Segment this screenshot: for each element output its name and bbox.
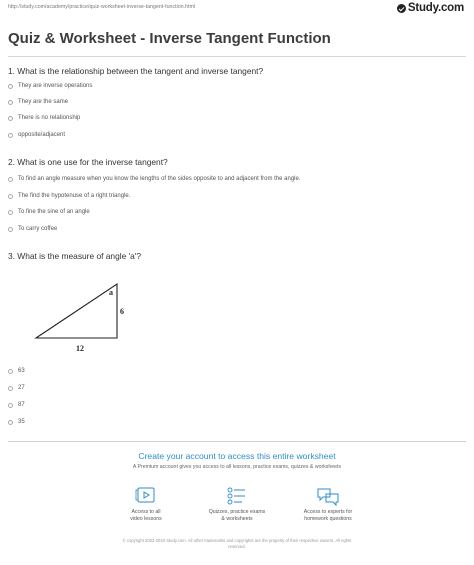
checkmark-logo-icon	[397, 4, 406, 13]
copyright-notice: © copyright 2003-2020 Study.com. All other trademarks and copyrights are the property of their respective owners. All rights reserved.	[122, 538, 352, 549]
cta-divider	[8, 441, 466, 442]
question-1-option-1[interactable]	[8, 81, 92, 91]
base-label: 12	[76, 344, 84, 353]
quiz-checklist-icon	[226, 486, 248, 506]
triangle-shape	[36, 284, 117, 338]
option-label: To fine the sine of an angle	[18, 209, 90, 215]
question-2-option-2[interactable]	[8, 191, 130, 201]
right-triangle-diagram	[30, 280, 140, 360]
radio-button[interactable]	[8, 194, 13, 199]
feature-label: Quizzes, practice exams & worksheets	[208, 509, 266, 522]
option-label: 35	[18, 419, 25, 425]
page-title: Quiz & Worksheet - Inverse Tangent Function	[8, 30, 331, 47]
radio-button[interactable]	[8, 369, 13, 374]
option-label: 27	[18, 385, 25, 391]
question-2-option-4[interactable]	[8, 224, 57, 234]
question-1: 1. What is the relationship between the tangent and inverse tangent?	[8, 66, 264, 76]
question-3-option-1[interactable]	[8, 366, 25, 376]
title-divider	[8, 56, 466, 57]
radio-button[interactable]	[8, 177, 13, 182]
question-3-option-4[interactable]	[8, 417, 25, 427]
expert-chat-icon	[316, 486, 340, 506]
option-label: There is no relationship	[18, 115, 81, 121]
feature-video-lessons	[101, 486, 191, 523]
radio-button[interactable]	[8, 133, 13, 138]
option-label: The find the hypotenuse of a right triangle.	[18, 193, 131, 199]
question-3: 3. What is the measure of angle 'a'?	[8, 251, 142, 261]
radio-button[interactable]	[8, 210, 13, 215]
feature-experts	[283, 486, 373, 523]
option-label: To carry coffee	[18, 226, 58, 232]
radio-button[interactable]	[8, 84, 13, 89]
question-2-option-3[interactable]	[8, 207, 90, 217]
feature-label: Access to all video lessons	[130, 509, 162, 522]
feature-quizzes	[192, 486, 282, 523]
radio-button[interactable]	[8, 116, 13, 121]
option-label: 87	[18, 402, 25, 408]
option-label: 63	[18, 368, 25, 374]
option-label: They are the same	[18, 99, 69, 105]
logo-text: Study.com	[407, 2, 464, 14]
radio-button[interactable]	[8, 420, 13, 425]
radio-button[interactable]	[8, 386, 13, 391]
question-1-option-3[interactable]	[8, 113, 80, 123]
page-url[interactable]: http://study.com/academy/practice/quiz-worksheet-inverse-tangent-function.html	[8, 4, 196, 10]
question-2-option-1[interactable]	[8, 174, 301, 184]
radio-button[interactable]	[8, 100, 13, 105]
radio-button[interactable]	[8, 403, 13, 408]
radio-button[interactable]	[8, 227, 13, 232]
option-label: To find an angle measure when you know the lengths of the sides opposite to and adjacent from the angle.	[18, 176, 301, 182]
angle-label: a	[109, 288, 113, 297]
feature-label: Access to experts for homework questions	[303, 509, 353, 522]
side-label: 6	[120, 307, 124, 316]
option-label: They are inverse operations	[18, 83, 93, 89]
top-bar	[0, 0, 474, 16]
option-label: opposite/adjacent	[18, 132, 66, 138]
question-3-option-3[interactable]	[8, 400, 25, 410]
question-3-option-2[interactable]	[8, 383, 25, 393]
video-lesson-icon	[135, 486, 157, 506]
cta-subtitle: A Premium account gives you access to all lessons, practice exams, quizzes & worksheets	[132, 464, 342, 470]
question-1-option-4[interactable]	[8, 130, 65, 140]
question-2: 2. What is one use for the inverse tangent?	[8, 157, 168, 167]
question-1-option-2[interactable]	[8, 97, 68, 107]
cta-title[interactable]: Create your account to access this entire worksheet	[138, 451, 336, 461]
study-logo[interactable]	[397, 2, 464, 14]
